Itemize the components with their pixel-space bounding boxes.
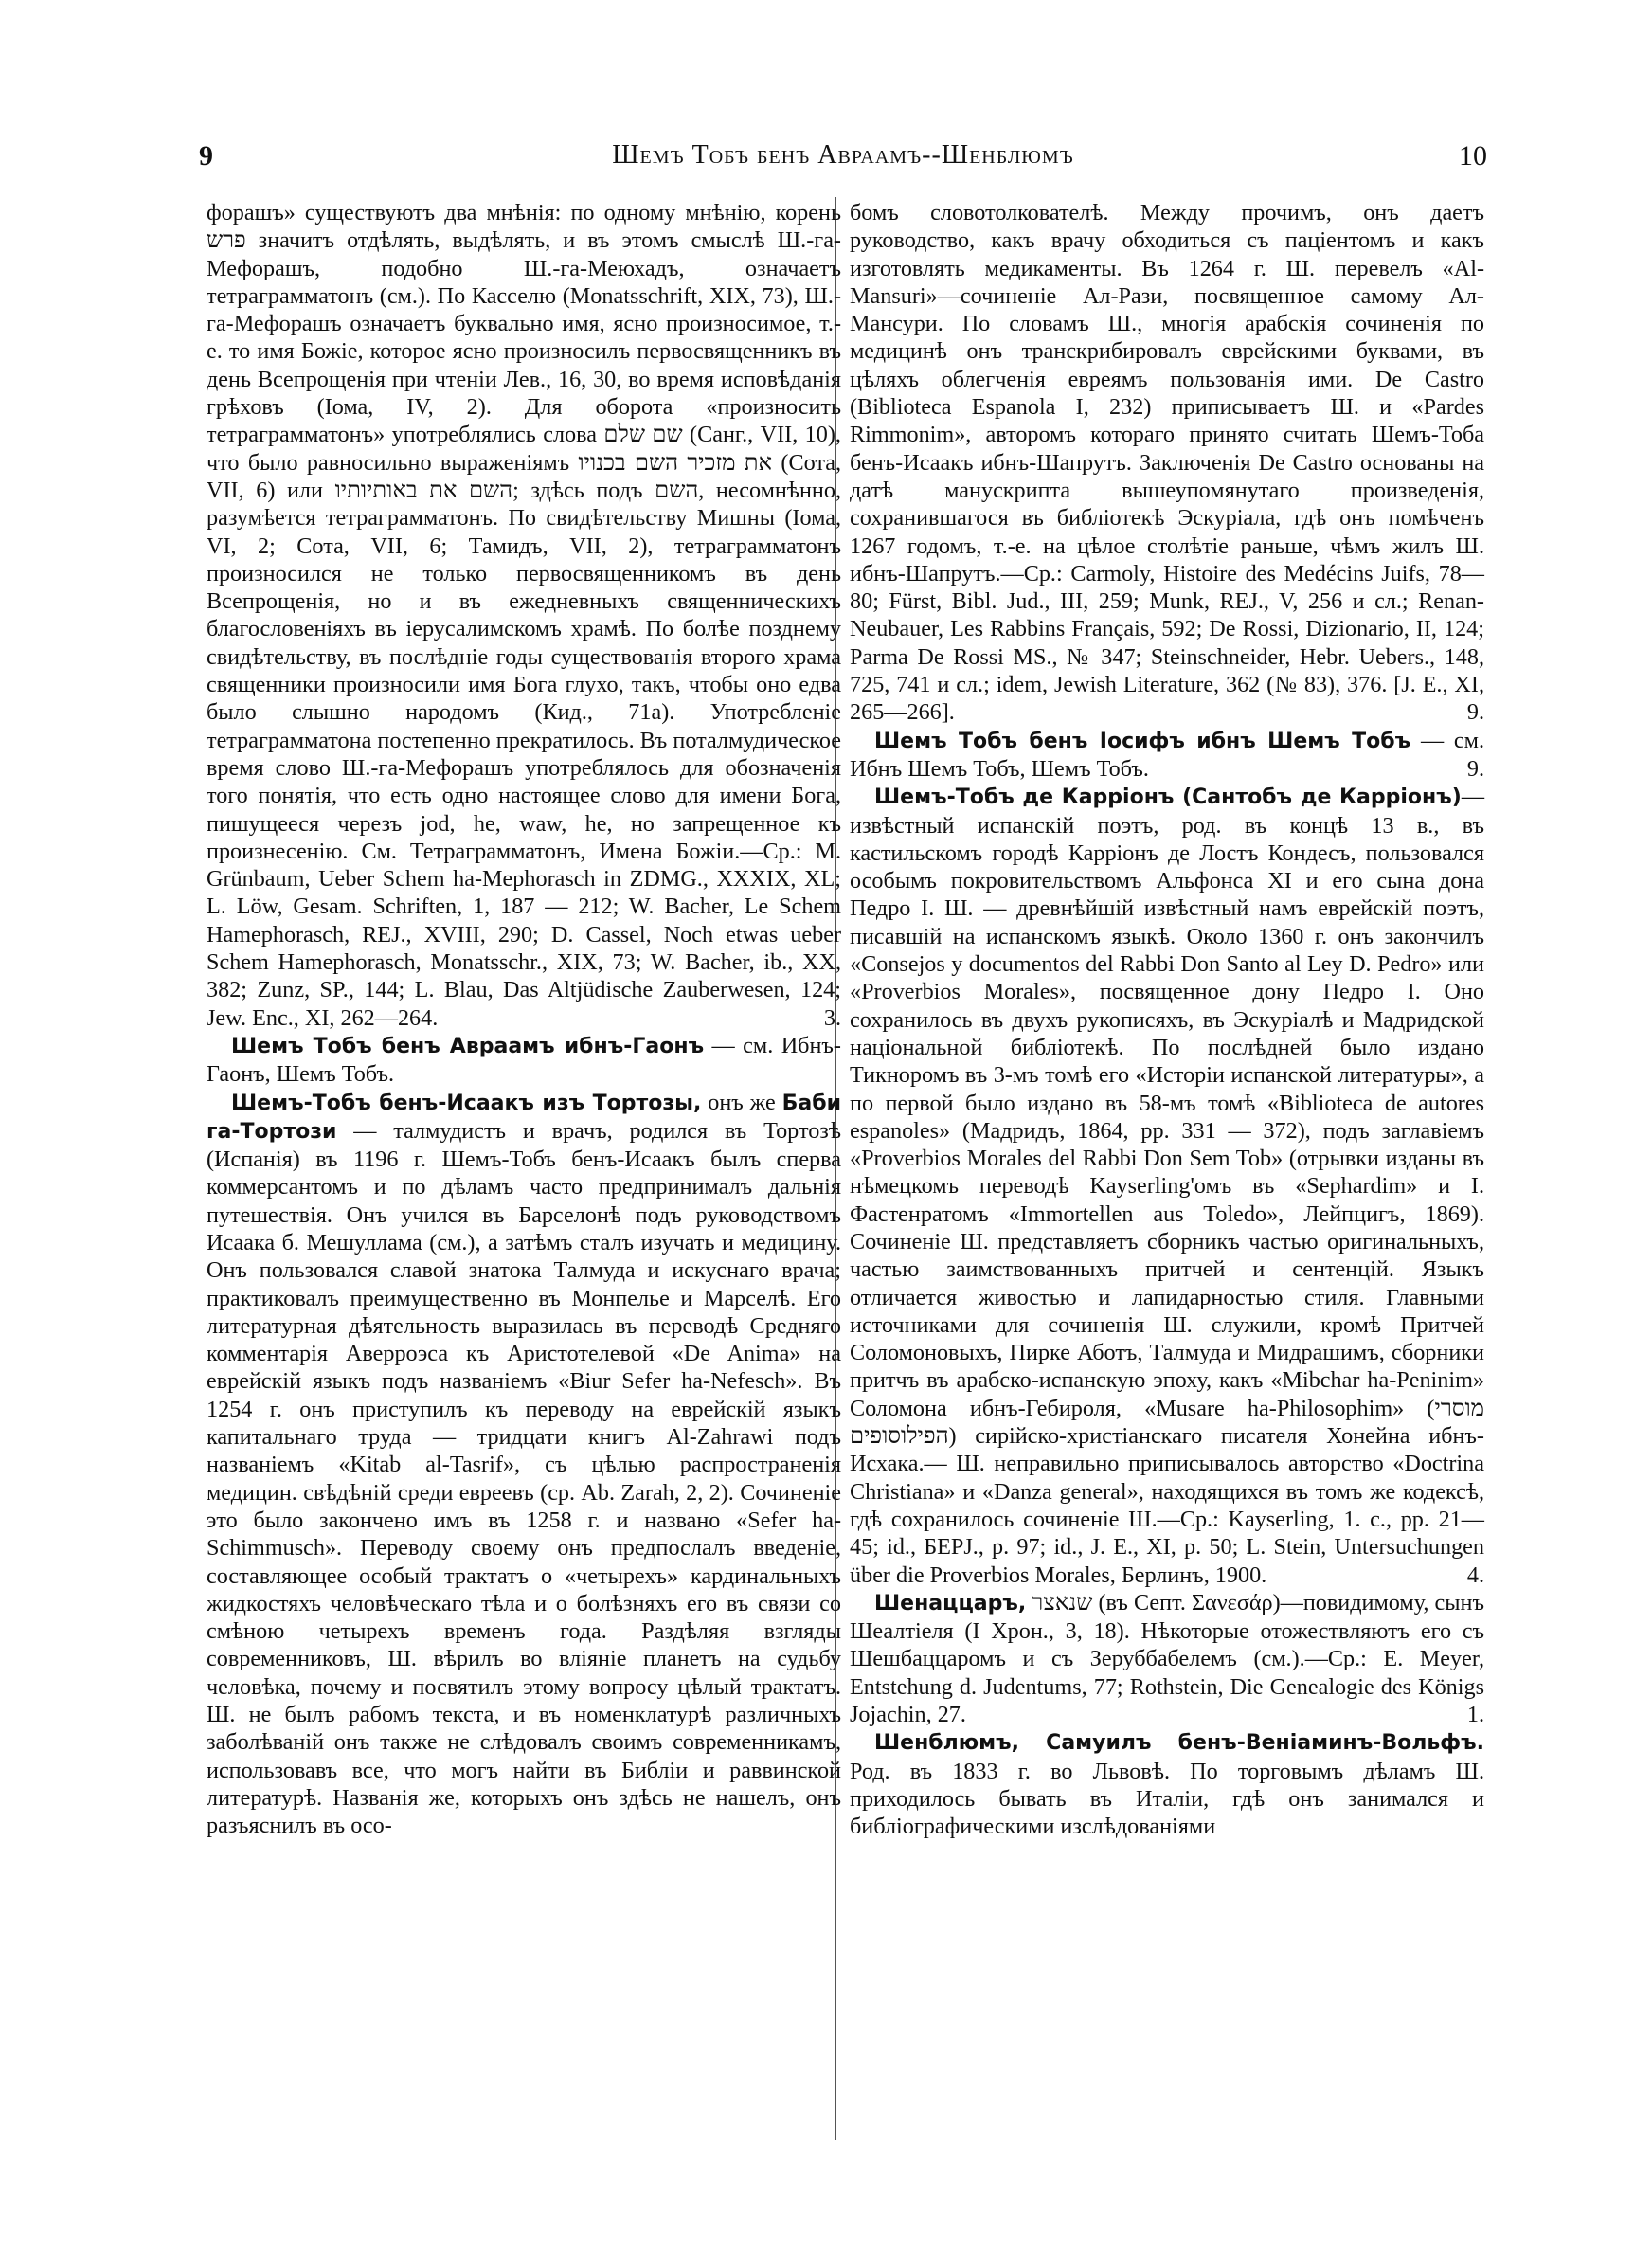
entry-heading-alias: Баби га-Тортози	[206, 1091, 841, 1144]
page-number-right: 10	[1459, 140, 1487, 172]
entry-shem-tob-ben-joseph	[850, 727, 1484, 784]
entry-heading: Шенаццаръ,	[874, 1591, 1027, 1616]
entry-text: Род. въ 1833 г. во Львовѣ. По торговымъ дѣламъ Ш. приходилось бывать въ Италіи, гдѣ онъ занимался и библіографическими изслѣдованіями	[850, 1758, 1484, 1840]
entry-text: — талмудистъ и врачъ, родился въ Тортозѣ (Испанія) въ 1196 г. Шемъ-Тобъ бенъ-Исаакъ былъ сперва коммерсантомъ и по дѣламъ часто предпринималъ дальнія путешествія. Онъ учился въ Барселонѣ подъ руководствомъ Исаака б. Мешуллама (см.), а затѣмъ сталъ изучать и медицину. Онъ пользовался славой знатока Талмуда и искуснаго врача; практиковалъ преимущественно въ Монпелье и Марселѣ. Его литературная дѣятельность выразилась въ переводѣ Средняго комментарія Аверроэса къ Аристотелевой «De Anima» на еврейскій языкъ подъ названіемъ «Biur Sefer ha-Nefesch». Въ 1254 г. онъ приступилъ къ переводу на еврейскій языкъ капитальнаго труда — тридцати книгъ Al-Zahrawi подъ названіемъ «Kitab al-Tasrif», съ цѣлью распространенія медицин. свѣдѣній среди евреевъ (ср. Ab. Zarah, 2, 2). Сочиненіе это было закончено имъ въ 1258 г. и названо «Sefer ha-Schimmusch». Переводу своему онъ предпослалъ введеніе, составляющее особый трактатъ о «четырехъ» кардинальныхъ жидкостяхъ человѣческаго тѣла и о болѣзняхъ его въ связи со смѣною четырехъ временъ года. Раздѣляя взгляды современниковъ, Ш. вѣрилъ во вліяніе планетъ на судьбу человѣка, почему и посвятилъ этому вопросу цѣлый трактатъ. Ш. не былъ рабомъ текста, и въ номенклатурѣ различныхъ заболѣваній онъ также не слѣдовалъ своимъ современникамъ, использовавъ все, что могъ найти въ Библіи и раввинской литературѣ. Названія же, которыхъ онъ здѣсь не нашелъ, онъ разъяснилъ въ осо-	[206, 1117, 841, 1839]
entry-shem-tob-ben-isaac-continued	[850, 199, 1484, 727]
entry-heading: Шемъ Тобъ бенъ Іосифъ ибнъ Шемъ Тобъ	[874, 729, 1411, 753]
entry-shenazzar	[850, 1589, 1484, 1728]
entry-shem-ha-meforash-continued	[206, 199, 841, 1032]
entry-shem-tob-de-carrion	[850, 783, 1484, 1589]
entry-heading: Шемъ-Тобъ де Карріонъ (Сантобъ де Карріонъ)	[874, 785, 1462, 810]
entry-heading: Шемъ-Тобъ бенъ-Исаакъ изъ Тортозы,	[231, 1091, 702, 1115]
entry-text: שנאצר (въ Септ. Σανεσάρ)—повидимому, сынъ Шеалтіеля (I Хрон., 3, 18). Нѣкоторые отожествляютъ его съ Шешбаццаромъ и съ Зеруббабелемъ (см.).—Ср.: E. Meyer, Entstehung d. Judentums, 77; Rothstein, Die Genealogie des Königs Jojachin, 27.	[850, 1589, 1484, 1728]
author-number: 4.	[1466, 1562, 1484, 1588]
author-number: 9.	[1466, 699, 1484, 726]
left-column	[206, 199, 841, 1840]
entry-shem-tob-ben-isaac	[206, 1089, 841, 1840]
author-number: 1.	[1466, 1702, 1484, 1728]
entry-shem-tob-ben-abraham	[206, 1032, 841, 1089]
page-number-left: 9	[199, 140, 213, 172]
page-header	[199, 140, 1487, 178]
entry-heading: Шенблюмъ, Самуилъ бенъ-Веніаминъ-Вольфъ.	[874, 1731, 1484, 1756]
entry-text: онъ же	[701, 1089, 782, 1115]
entry-text: —извѣстный испанскій поэтъ, род. въ концѣ 13 в., въ кастильскомъ городѣ Карріонъ де Лостъ Кондесъ, пользовался особымъ покровительствомъ Альфонса XI и его сына дона Педро I. Ш. — древнѣйшій извѣстный намъ еврейскій поэтъ, писавшій на испанскомъ языкѣ. Около 1360 г. онъ закончилъ «Consejos y documentos del Rabbi Don Santo al Ley D. Pedro» или «Proverbios Morales», посвященное дону Педро I. Оно сохранилось въ двухъ рукописяхъ, въ Эскуріалѣ и Мадридской національной библіотекѣ. По послѣдней было издано Тикноромъ въ 3-мъ томѣ его «Исторіи испанской литературы», а по первой было издано въ 58-мъ томѣ «Biblioteca de autores espanoles» (Мадридъ, 1864, pp. 331 — 372), подъ заглавіемъ «Proverbios Morales del Rabbi Don Sem Tob» (отрывки изданы въ нѣмецкомъ переводѣ Kayserling'омъ въ «Sephardim» и I. Фастенратомъ «Immortellen aus Toledo», Лейпцигъ, 1869). Сочиненіе Ш. представляетъ сборникъ частью оригинальныхъ, частью заимствованныхъ притчей и сентенцій. Языкъ отличается живостью и лапидарностью стиля. Главными источниками для сочиненія Ш. служили, кромѣ Притчей Соломоновыхъ, Пирке Аботъ, Талмуда и Мидрашимъ, сборники притчъ въ арабско-испанскую эпоху, какъ «Mibchar ha-Peninim» Соломона ибнъ-Гебироля, «Musare ha-Philosophim» (מוסרי הפילוסופים) сирійско-христіанскаго писателя Хонейна ибнъ-Исхака.— Ш. неправильно приписывалось авторство «Doctrina Christiana» и «Danza general», находящихся въ томъ же кодексѣ, гдѣ сохранилось сочиненіе Ш.—Ср.: Kayserling, 1. c., pp. 21—45; id., БЕРЈ., p. 97; id., J. E., XI, p. 50; L. Stein, Untersuchungen über die Proverbios Morales, Берлинъ, 1900.	[850, 784, 1484, 1588]
right-column	[850, 199, 1484, 1841]
entry-schoenblum	[850, 1728, 1484, 1840]
entry-heading: Шемъ Тобъ бенъ Авраамъ ибнъ-Гаонъ	[231, 1034, 705, 1058]
entry-text: — см. Ибнъ-Гаонъ, Шемъ Тобъ.	[206, 1032, 841, 1088]
author-number: 3.	[823, 1004, 841, 1031]
entry-text: — см. Ибнъ Шемъ Тобъ, Шемъ Тобъ.	[850, 727, 1484, 782]
author-number: 9.	[1466, 755, 1484, 782]
entry-text: форашъ» существуютъ два мнѣнія: по одному мнѣнію, корень פרש значитъ отдѣлять, выдѣлять, и въ этомъ смыслѣ Ш.-га-Мефорашъ, подобно Ш.-га-Меюхадъ, означаетъ тетраграмматонъ (см.). По Касселю (Monatsschrift, XIX, 73), Ш.-га-Мефорашъ означаетъ буквально имя, ясно произносимое, т.-е. то имя Божіе, которое ясно произносилъ первосвященникъ въ день Всепрощенія при чтеніи Лев., 16, 30, во время исповѣданія грѣховъ (Іома, IV, 2). Для оборота «произносить тетраграмматонъ» употреблялись слова שם שלם (Санг., VII, 10), что было равносильно выраженіямъ את מזכיר השם בכנויו (Сота, VII, 6) или השם את באותיותיו; здѣсь подъ השם, несомнѣнно, разумѣется тетраграмматонъ. По свидѣтельству Мишны (Іома, VI, 2; Сота, VII, 6; Тамидъ, VII, 2), тетраграмматонъ произносился не только первосвященникомъ въ день Всепрощенія, но и въ ежедневныхъ священническихъ благословеніяхъ въ іерусалимскомъ храмѣ. По болѣе позднему свидѣтельству, въ послѣдніе годы существованія второго храма священники произносили имя Бога глухо, такъ, чтобы оно едва было слышно народомъ (Кид., 71а). Употребленіе тетраграмматона постепенно прекратилось. Въ поталмудическое время слово Ш.-га-Мефорашъ употреблялось для обозначенія того понятія, что есть одно настоящее слово для имени Бога, пишущееся черезъ jod, he, waw, he, но запрещенное къ произнесенію. См. Тетраграмматонъ, Имена Божіи.—Ср.: M. Grünbaum, Ueber Schem ha-Mephorasch in ZDMG., XXXIX, XL; L. Löw, Gesam. Schriften, 1, 187 — 212; W. Bacher, Le Schem Hamephorasch, REJ., XVIII, 290; D. Cassel, Noch etwas ueber Schem Hamephorasch, Monatsschr., XIX, 73; W. Bacher, ib., XX, 382; Zunz, SP., 144; L. Blau, Das Altjüdische Zauberwesen, 124; Jew. Enc., XI, 262—264.	[206, 200, 841, 1031]
entry-text: бомъ словотолкователѣ. Между прочимъ, онъ даетъ руководство, какъ врачу обходиться съ паціентомъ и какъ изготовлять медикаменты. Въ 1264 г. Ш. перевелъ «Al-Mansuri»—сочиненіе Ал-Рази, посвященное самому Ал-Мансури. По словамъ Ш., многія арабскія сочиненія по медицинѣ онъ транскрибировалъ еврейскими буквами, въ цѣляхъ облегченія евреямъ пользованія ими. De Castro (Biblioteca Espanola I, 232) приписываетъ Ш. и «Pardes Rimmonim», авторомъ котораго принято считать Шемъ-Тоба бенъ-Исаакъ ибнъ-Шапрутъ. Заключенія De Castro основаны на датѣ манускрипта вышеупомянутаго произведенія, сохранившагося въ библіотекѣ Эскуріала, гдѣ онъ помѣченъ 1267 годомъ, т.-е. на цѣлое столѣтіе раньше, чѣмъ жилъ Ш. ибнъ-Шапрутъ.—Ср.: Carmoly, Histoire des Medécins Juifs, 78—80; Fürst, Bibl. Jud., III, 259; Munk, REJ., V, 256 и сл.; Renan-Neubauer, Les Rabbins Français, 592; De Rossi, Dizionario, II, 124; Parma De Rossi MS., № 347; Steinschneider, Hebr. Uebers., 148, 725, 741 и сл.; idem, Jewish Literature, 362 (№ 83), 376. [J. E., XI, 265—266].	[850, 200, 1484, 726]
running-title: Шемъ Тобъ бенъ Авраамъ--Шенблюмъ	[612, 140, 1074, 170]
